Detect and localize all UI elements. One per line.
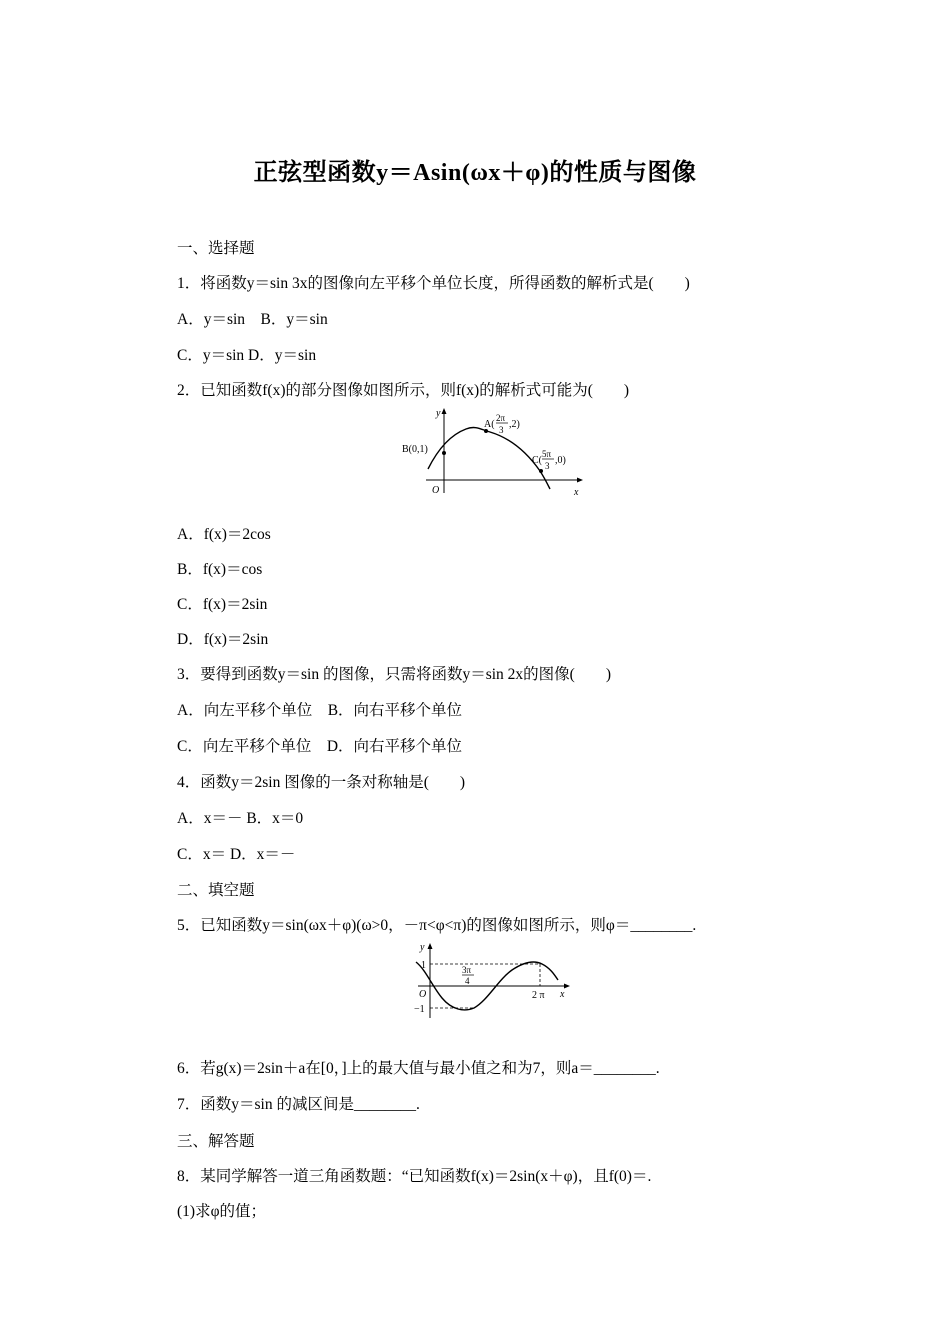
- question-5-graph: [412, 940, 572, 1020]
- question-4-options-cd: C．x＝ D．x＝－: [177, 846, 296, 863]
- origin-label: O: [419, 989, 427, 1000]
- point-a-tail: ,2): [509, 419, 520, 430]
- question-3-options-ab: A．向左平移个单位 B．向右平移个单位: [177, 702, 463, 719]
- y-axis-label: y: [420, 942, 425, 953]
- question-3-options-cd: C．向左平移个单位 D．向右平移个单位: [177, 738, 463, 755]
- tick-1-label: 1: [421, 960, 426, 971]
- question-2-option-b: B．f(x)＝cos: [177, 561, 263, 578]
- question-6-stem: 6．若g(x)＝2sin＋a在[0，]上的最大值与最小值之和为7，则a＝________.: [177, 1060, 660, 1077]
- question-7-stem: 7．函数y＝sin 的减区间是________.: [177, 1096, 420, 1113]
- x-axis-arrow: [577, 478, 583, 483]
- question-2-option-a: A．f(x)＝2cos: [177, 526, 271, 543]
- point-c-label: C(: [532, 455, 542, 466]
- three-pi-over-four-denominator: 4: [465, 976, 470, 986]
- y-axis-arrow: [442, 408, 447, 414]
- x-axis-arrow: [564, 984, 570, 989]
- three-pi-over-four-numerator: 3π: [462, 965, 472, 975]
- question-2-graph: [398, 405, 593, 497]
- question-5-stem: 5．已知函数y＝sin(ωx＋φ)(ω>0，－π<φ<π)的图像如图所示，则φ＝________.: [177, 917, 697, 934]
- tick-minus-1-label: −1: [414, 1004, 425, 1015]
- point-a-label: A(: [484, 419, 495, 430]
- question-8-stem: 8．某同学解答一道三角函数题：“已知函数f(x)＝2sin(x＋φ)，且f(0)＝.: [177, 1168, 652, 1185]
- question-1-options-cd: C．y＝sin D．y＝sin: [177, 347, 317, 364]
- page-title: 正弦型函数y＝Asin(ωx＋φ)的性质与图像: [253, 160, 697, 186]
- x-axis-label: x: [560, 989, 565, 1000]
- question-4-options-ab: A．x＝－ B．x＝0: [177, 810, 304, 827]
- point-a-denominator: 3: [499, 425, 504, 435]
- question-3-stem: 3．要得到函数y＝sin 的图像，只需将函数y＝sin 2x的图像( ): [177, 666, 612, 683]
- point-c-marker: [539, 469, 543, 473]
- question-1-options-ab: A．y＝sin B．y＝sin: [177, 311, 328, 328]
- section-heading-choice: 一、选择题: [177, 240, 255, 257]
- point-c-numerator: 5π: [542, 449, 552, 459]
- point-b-label: B(0,1): [402, 444, 428, 455]
- origin-label: O: [432, 485, 440, 496]
- y-axis-arrow: [428, 943, 433, 949]
- point-c-denominator: 3: [545, 461, 550, 471]
- point-a-numerator: 2π: [496, 413, 506, 423]
- section-heading-fill: 二、填空题: [177, 882, 255, 899]
- question-2-option-c: C．f(x)＝2sin: [177, 596, 268, 613]
- question-8-part-1: (1)求φ的值；: [177, 1203, 267, 1220]
- two-pi-label: 2 π: [532, 990, 545, 1001]
- point-c-tail: ,0): [555, 455, 566, 466]
- point-b-marker: [442, 451, 446, 455]
- y-axis-label: y: [436, 408, 441, 419]
- x-axis-label: x: [574, 487, 579, 497]
- question-1-stem: 1．将函数y＝sin 3x的图像向左平移个单位长度，所得函数的解析式是( ): [177, 275, 690, 292]
- question-2-option-d: D．f(x)＝2sin: [177, 631, 269, 648]
- question-2-stem: 2．已知函数f(x)的部分图像如图所示，则f(x)的解析式可能为( ): [177, 382, 630, 399]
- section-heading-answer: 三、解答题: [177, 1133, 255, 1150]
- question-4-stem: 4．函数y＝2sin 图像的一条对称轴是( ): [177, 774, 466, 791]
